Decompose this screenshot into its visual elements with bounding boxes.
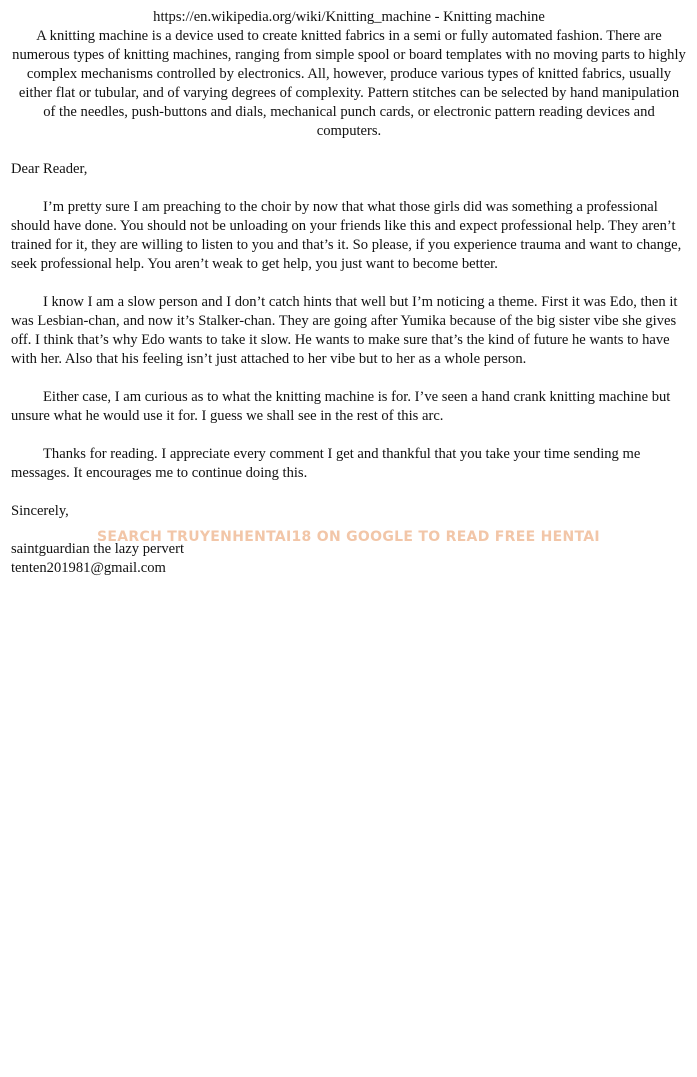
document-page — [11, 8, 687, 578]
source-link[interactable]: https://en.wikipedia.org/wiki/Knitting_machine - Knitting machine — [153, 9, 545, 25]
paragraph-knitting-machine: Either case, I am curious as to what the knitting machine is for. I’ve seen a hand crank knitting machine but unsure what he would use it for. I guess we shall see in the rest of this arc. — [11, 389, 671, 424]
paragraph-theme: I know I am a slow person and I don’t catch hints that well but I’m noticing a theme. First it was Edo, then it was Lesbian-chan, and now it’s Stalker-chan. They are going after Yumika because of the big sister vibe she gives off. I think that’s why Edo wants to take it slow. He wants to make sure that’s the kind of future he wants to have with her. Also that his feeling isn’t just attached to her vibe but to her as a whole person. — [11, 294, 678, 367]
paragraph-professional-help: I’m pretty sure I am preaching to the choir by now that what those girls did was something a professional should have done. You should not be unloading on your friends like this and expect professional help. They aren’t trained for it, they are willing to listen to you and that’s it. So please, if you experience trauma and want to change, seek professional help. You aren’t weak to get help, you just want to become better. — [11, 199, 682, 272]
salutation: Dear Reader, — [11, 161, 88, 177]
watermark-text: SEARCH TRUYENHENTAI18 ON GOOGLE TO READ FREE HENTAI — [97, 529, 600, 545]
paragraph-thanks: Thanks for reading. I appreciate every comment I get and thankful that you take your time sending me messages. It encourages me to continue doing this. — [11, 446, 641, 481]
closing: Sincerely, — [11, 503, 69, 519]
signature-name: saintguardian the lazy pervert — [11, 541, 185, 557]
source-description: A knitting machine is a device used to create knitted fabrics in a semi or fully automated fashion. There are numerous types of knitting machines, ranging from simple spool or board templates with no moving parts to highly complex mechanisms controlled by electronics. All, however, produce various types of knitted fabrics, usually either flat or tubular, and of varying degrees of complexity. Pattern stitches can be selected by hand manipulation of the needles, push-buttons and dials, mechanical punch cards, or electronic pattern reading devices and computers. — [12, 28, 686, 139]
signature-email[interactable]: tenten201981@gmail.com — [11, 560, 166, 576]
source-header — [11, 8, 687, 141]
